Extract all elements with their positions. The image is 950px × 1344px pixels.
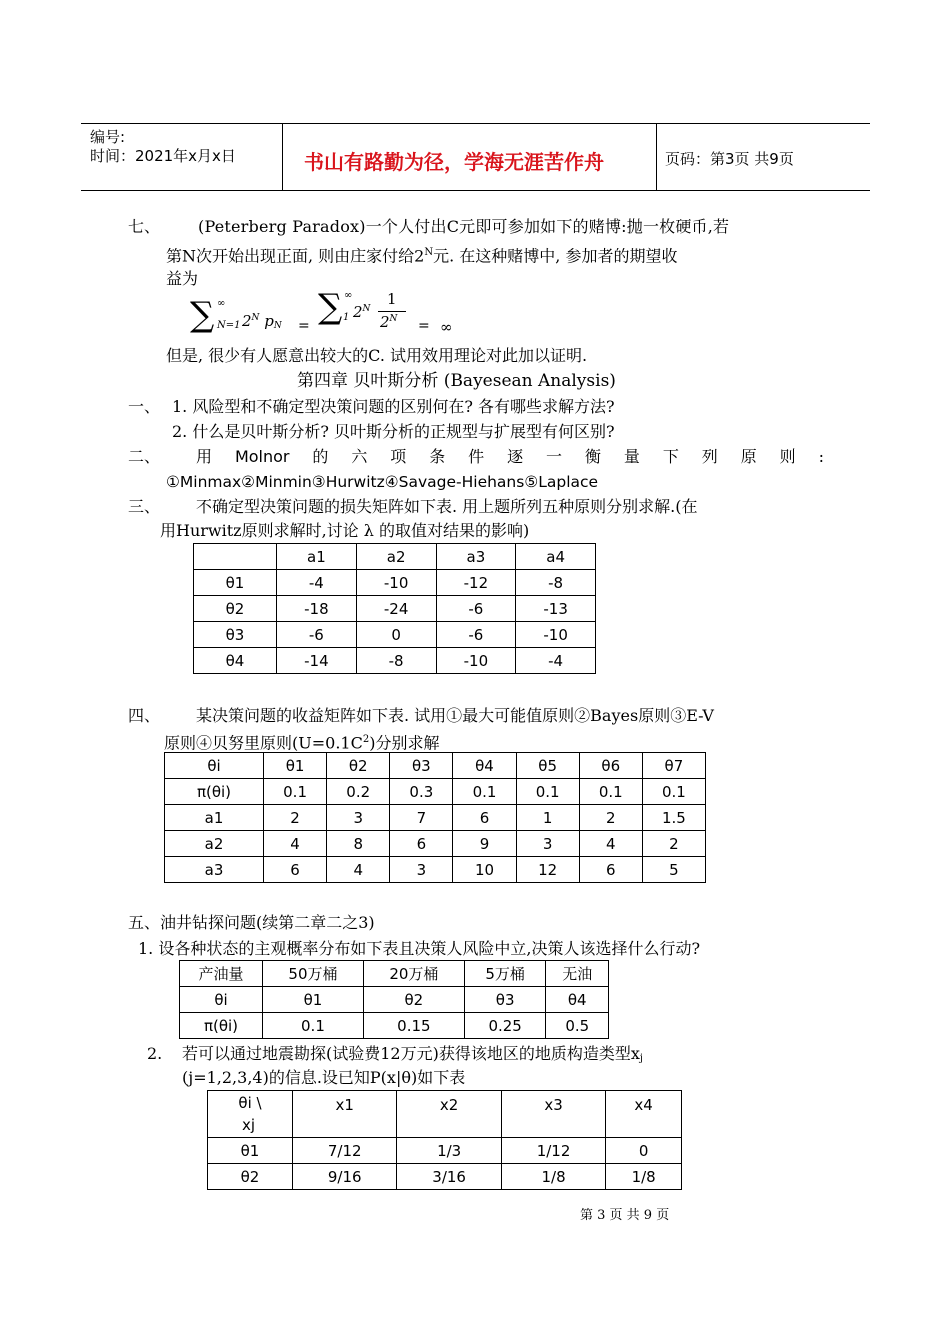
page-label: 页码：第3页 共9页	[665, 150, 794, 168]
chapter-title: 第四章 贝叶斯分析 (Bayesean Analysis)	[297, 371, 616, 391]
s5-q2-line2: (j=1,2,3,4)的信息.设已知P(x|θ)如下表	[182, 1068, 466, 1087]
table-row: θ3 -6 0 -6 -10	[194, 622, 596, 648]
table-row: 产油量 50万桶 20万桶 5万桶 无油	[180, 961, 609, 987]
s3-line1: 不确定型决策问题的损失矩阵如下表. 用上题所列五种原则分别求解.(在	[196, 497, 698, 516]
table-row: θ2 -18 -24 -6 -13	[194, 596, 596, 622]
payoff-matrix-table	[164, 752, 706, 883]
header-divider	[282, 124, 283, 190]
loss-matrix-table	[193, 543, 596, 674]
table-row: a1 a2 a3 a4	[194, 544, 596, 570]
table-row: a1 2 3 7 6 1 2 1.5	[165, 805, 706, 831]
table-row: π(θi) 0.1 0.15 0.25 0.5	[180, 1013, 609, 1039]
table-row: π(θi) 0.1 0.2 0.3 0.1 0.1 0.1 0.1	[165, 779, 706, 805]
table-row: θi θ1 θ2 θ3 θ4	[180, 987, 609, 1013]
s5-q1: 1. 设各种状态的主观概率分布如下表且决策人风险中立,决策人该选择什么行动?	[138, 939, 701, 958]
fraction-bar	[378, 311, 406, 312]
s5-q2-line1: 若可以通过地震勘探(试验费12万元)获得该地区的地质构造类型$x_j$	[182, 1044, 643, 1064]
table-row: θ1 7/12 1/3 1/12 0	[208, 1138, 682, 1164]
table-row: θi \ xj x1 x2 x3 x4	[208, 1091, 682, 1138]
table-row: θ1 -4 -10 -12 -8	[194, 570, 596, 596]
q7-line3: 益为	[166, 269, 199, 288]
s1-number: 一、	[128, 397, 161, 416]
page-footer: 第 3 页 共 9 页	[580, 1208, 670, 1223]
s4-line2: 原则④贝努里原则$(U=0.1C^2)$分别求解	[164, 733, 440, 753]
s2-line1: 用 Molnor 的 六 项 条 件 逐 一 衡 量 下 列 原 则 :	[196, 447, 824, 466]
s3-number: 三、	[128, 497, 161, 516]
s2-line2: ①Minmax②Minmin③Hurwitz④Savage-Hiehans⑤Laplace	[166, 473, 599, 491]
table-row: θ2 9/16 3/16 1/8 1/8	[208, 1164, 682, 1190]
page-header	[81, 123, 870, 191]
s4-number: 四、	[128, 706, 161, 725]
likelihood-table	[207, 1090, 682, 1190]
s1-q1: 1. 风险型和不确定型决策问题的区别何在? 各有哪些求解方法?	[172, 397, 615, 416]
q7-line2: 第N次开始出现正面, 则由庄家付给$2^N$元. 在这种赌博中, 参加者的期望收	[166, 246, 678, 266]
q7-line1: (Peterberg Paradox)一个人付出C元即可参加如下的赌博:抛一枚硬币,若	[198, 217, 730, 236]
table-row: a3 6 4 3 10 12 6 5	[165, 857, 706, 883]
s2-number: 二、	[128, 447, 161, 466]
q7-number: 七、	[128, 217, 161, 236]
s3-line2: 用Hurwitz原则求解时,讨论 λ 的取值对结果的影响)	[160, 521, 530, 540]
motto: 书山有路勤为径，学海无涯苦作舟	[304, 150, 604, 174]
s4-line1: 某决策问题的收益矩阵如下表. 试用①最大可能值原则②Bayes原则③E-V	[196, 706, 714, 725]
table-row: θ4 -14 -8 -10 -4	[194, 648, 596, 674]
q7-line4: 但是, 很少有人愿意出较大的C. 试用效用理论对此加以证明.	[166, 346, 588, 365]
header-divider	[656, 124, 657, 190]
date-label: 时间：2021年x月x日	[90, 147, 236, 165]
table-row: a2 4 8 6 9 3 4 2	[165, 831, 706, 857]
serial-label: 编号:	[90, 128, 126, 146]
s5-q2-number: 2.	[147, 1044, 163, 1063]
s5-title: 五、油井钻探问题(续第二章二之3)	[128, 913, 375, 932]
s1-q2: 2. 什么是贝叶斯分析? 贝叶斯分析的正规型与扩展型有何区别?	[172, 422, 615, 441]
table-row: θi θ1 θ2 θ3 θ4 θ5 θ6 θ7	[165, 753, 706, 779]
oil-probability-table	[179, 960, 609, 1039]
